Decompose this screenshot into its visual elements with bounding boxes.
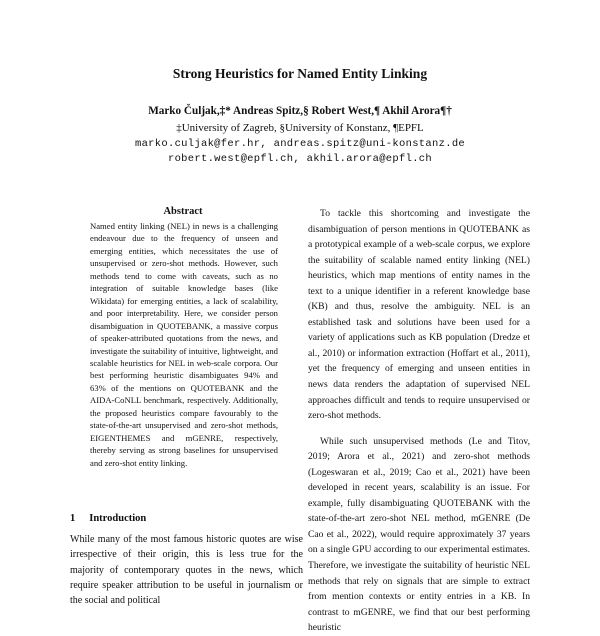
abstract-text: Named entity linking (NEL) in news is a challenging endeavour due to the frequency of unseen and emerging entities, which necessitates the use of unsupervised or zero-shot methods. However, such methods tend to come with caveats, such as no integration of suitable knowledge bases (like Wikidata) for emerging entities, a lack of scalability, and poor interpretability. Here, we consider person disambiguation in QUOTEBANK, a massive corpus of speaker-attributed quotations from the news, and investigate the suitability of intuitive, lightweight, and scalable heuristics for NEL in web-scale corpora. Our best performing heuristic disambiguates 94% and 63% of the mentions on QUOTEBANK and the AIDA-CoNLL benchmark, respectively. Additionally, the proposed heuristics compare favourably to the state-of-the-art unsupervised and zero-shot methods, EIGENTHEMES and mGENRE, respectively, thereby serving as strong baselines for unsupervised and zero-shot entity linking. xyxy=(90,221,278,468)
email-line-1: marko.culjak@fer.hr, andreas.spitz@uni-konstanz.de xyxy=(134,138,466,150)
section-title: Introduction xyxy=(89,513,147,524)
section-heading-introduction xyxy=(70,513,146,524)
affiliations: ‡University of Zagreb, §University of Konstanz, ¶EPFL xyxy=(176,122,424,134)
introduction-paragraph: While many of the most famous historic quotes are wise irrespective of their origin, this is less true for the majority of contemporary quotes in the news, which require speaker attribution to be useful in journalism or the social and political xyxy=(70,534,303,607)
right-column xyxy=(308,206,530,636)
abstract-heading: Abstract xyxy=(163,206,203,217)
author-list: Marko Čuljak,‡* Andreas Spitz,§ Robert West,¶ Akhil Arora¶† xyxy=(148,105,452,117)
right-column-paragraph-1: To tackle this shortcoming and investigate the disambiguation of person mentions in QUOTEBANK as a prototypical example of a web-scale corpus, we explore the suitability of scalable named entity linking (NEL) heuristics, which map mentions of entity names in the text to a unique identifier in a referent knowledge base (KB) and thus, resolve the ambiguity. NEL is an established task and solutions have been used for a variety of applications such as KB population (Dredze et al., 2010) or information extraction (Hoffart et al., 2011), yet the frequency of emerging and unseen entities in news data renders the adaptation of supervised NEL approaches difficult and tends to require unsupervised or zero-shot methods. xyxy=(308,208,530,422)
section-number: 1 xyxy=(70,513,76,524)
email-line-2: robert.west@epfl.ch, akhil.arora@epfl.ch xyxy=(167,153,433,165)
paper-title: Strong Heuristics for Named Entity Linking xyxy=(172,66,428,81)
right-column-paragraph-2: While such unsupervised methods (Le and Titov, 2019; Arora et al., 2021) and zero-shot methods (Logeswaran et al., 2019; Cao et al., 2021) have been developed in recent years, scalability is an issue. For example, fully disambiguating QUOTEBANK with the state-of-the-art zero-shot NEL method, mGENRE (De Cao et al., 2022), would require approximately 37 years on a single GPU according to our experimental estimates. Therefore, we investigate the suitability of heuristic NEL methods that rely on signals that are simple to extract from mention contexts or entity entries in a KB. In contrast to mGENRE, we find that our best performing heuristic xyxy=(308,435,530,634)
